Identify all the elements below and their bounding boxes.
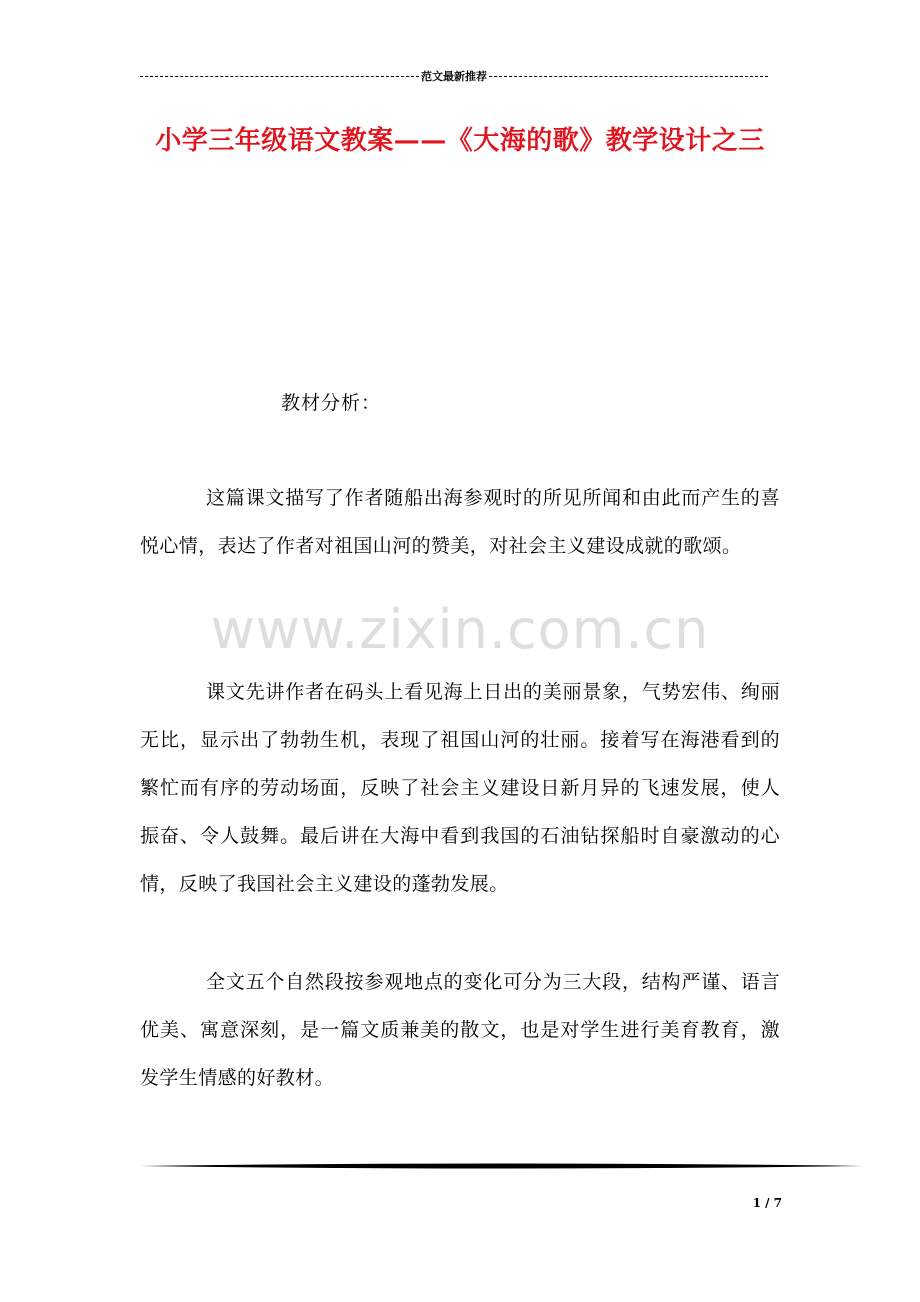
- header-dash-right: [489, 76, 768, 77]
- section-label: 教材分析：: [281, 392, 382, 414]
- header-dash-left: [140, 76, 419, 77]
- page-header: [140, 68, 768, 84]
- page-number: 1 / 7: [752, 1196, 782, 1210]
- paragraph-1: 这篇课文描写了作者随船出海参观时的所见所闻和由此而产生的喜悦心情，表达了作者对祖国山河的赞美，对社会主义建设成就的歌颂。: [140, 487, 780, 557]
- watermark: www.zixin.com.cn: [210, 598, 710, 661]
- footer-rule: [140, 1162, 864, 1170]
- header-label: 范文最新推荐: [421, 70, 487, 83]
- paragraph-3: 全文五个自然段按参观地点的变化可分为三大段，结构严谨、语言优美、寓意深刻，是一篇文质兼美的散文，也是对学生进行美育教育，激发学生情感的好教材。: [140, 971, 780, 1089]
- document-title: 小学三年级语文教案——《大海的歌》教学设计之三: [155, 126, 765, 156]
- paragraph-2: 课文先讲作者在码头上看见海上日出的美丽景象，气势宏伟、绚丽无比，显示出了勃勃生机，表现了祖国山河的壮丽。接着写在海港看到的繁忙而有序的劳动场面，反映了社会主义建设日新月异的飞速发展，使人振奋、令人鼓舞。最后讲在大海中看到我国的石油钻探船时自豪激动的心情，反映了我国社会主义建设的蓬勃发展。: [140, 681, 780, 895]
